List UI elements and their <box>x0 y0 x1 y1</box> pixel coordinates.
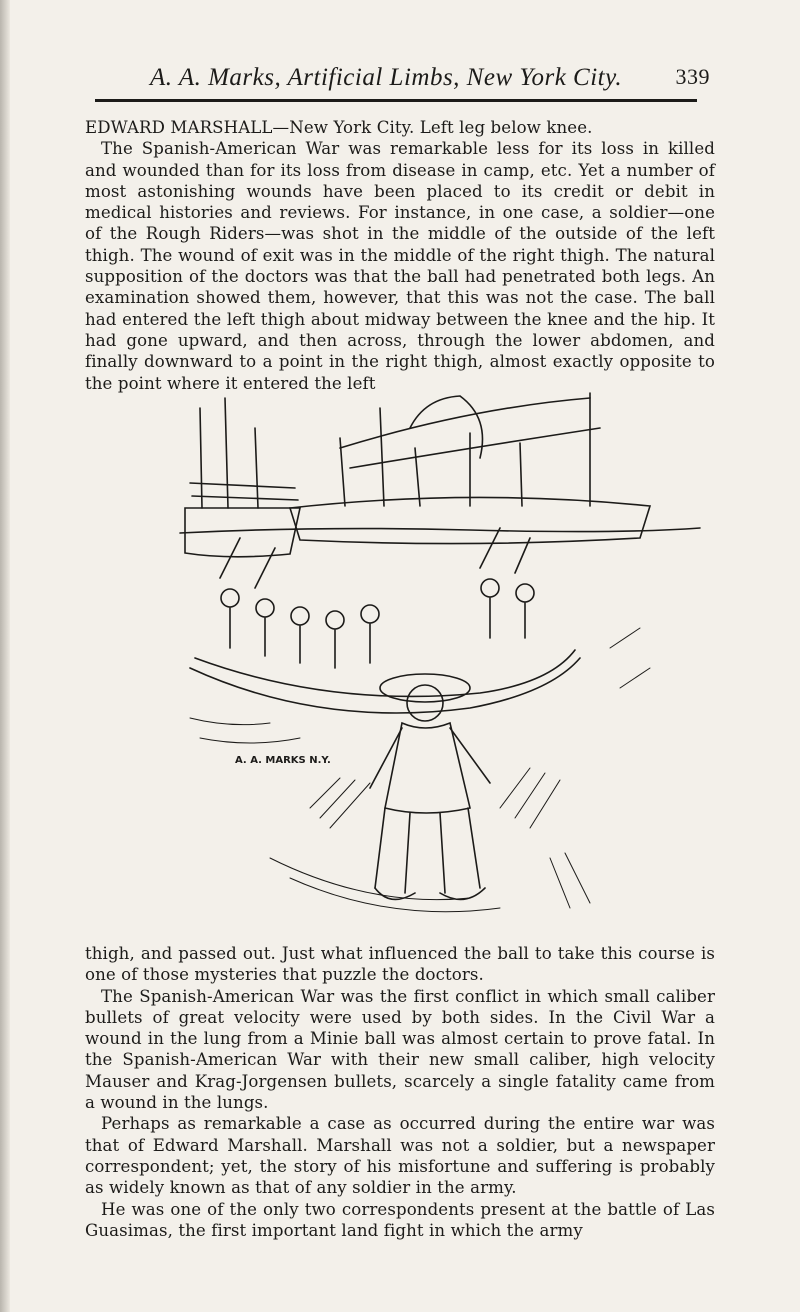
left-ship-masts <box>200 398 258 508</box>
landing-boat-hull <box>190 658 580 713</box>
landing-boat-rail <box>195 650 575 696</box>
left-ship-rigging <box>190 483 298 500</box>
illustrator-signature: A. A. MARKS N.Y. <box>235 755 331 766</box>
header-title: A. A. Marks, Artificial Limbs, New York City. <box>150 64 623 91</box>
horizon-line <box>180 528 700 533</box>
hatching-lines <box>190 628 650 912</box>
page-binding-edge <box>0 0 10 1312</box>
wounded-soldier-illustration <box>170 388 710 933</box>
running-header <box>150 64 710 98</box>
body-paragraph: He was one of the only two correspondents present at the battle of Las Guasimas, the first important land fight in which the army <box>85 1199 715 1240</box>
body-paragraph: The Spanish-American War was the first conflict in which small caliber bullets of great velocity were used by both sides. In the Civil War a wound in the lung from a Minie ball was almost certain to prove fatal. In the Spanish-American War with their new small caliber, high velocity Mauser and Krag-Jorgensen bullets, scarcely a single fatality came from a wound in the lungs. <box>85 986 715 1113</box>
body-paragraph: Perhaps as remarkable a case as occurred during the entire war was that of Edward Marshall. Marshall was not a soldier, but a newspaper correspondent; yet, the story of his misfortune and suffering is probably as widely known as that of any soldier in the army. <box>85 1114 715 1198</box>
body-paragraph: The Spanish-American War was remarkable less for its loss in killed and wounded than for its loss from disease in camp, etc. Yet a number of most astonishing wounds have been placed to its credit or debit in medical histories and reviews. For instance, in one case, a soldier—one of the Rough Riders—was shot in the middle of the outside of the left thigh. The wound of exit was in the middle of the right thigh. The natural supposition of the doctors was that the ball had penetrated both legs. An examination showed them, however, that this was not the case. The ball had entered the left thigh about midway between the knee and the hip. It had gone upward, and then across, through the lower abdomen, and finally downward to a point in the right thigh, almost exactly opposite to the point where it entered the left <box>85 139 715 393</box>
bottom-text-block <box>85 943 715 1241</box>
continued-paragraph: thigh, and passed out. Just what influenced the ball to take this course is one of those mysteries that puzzle the doctors. <box>85 944 715 985</box>
illustration-drawing <box>170 388 710 933</box>
page-number: 339 <box>675 64 710 89</box>
top-text-block <box>85 117 715 394</box>
header-rule <box>95 99 697 102</box>
case-heading-paragraph: EDWARD MARSHALL—New York City. Left leg below knee. <box>85 118 593 137</box>
soldiers-in-boat <box>220 528 534 668</box>
